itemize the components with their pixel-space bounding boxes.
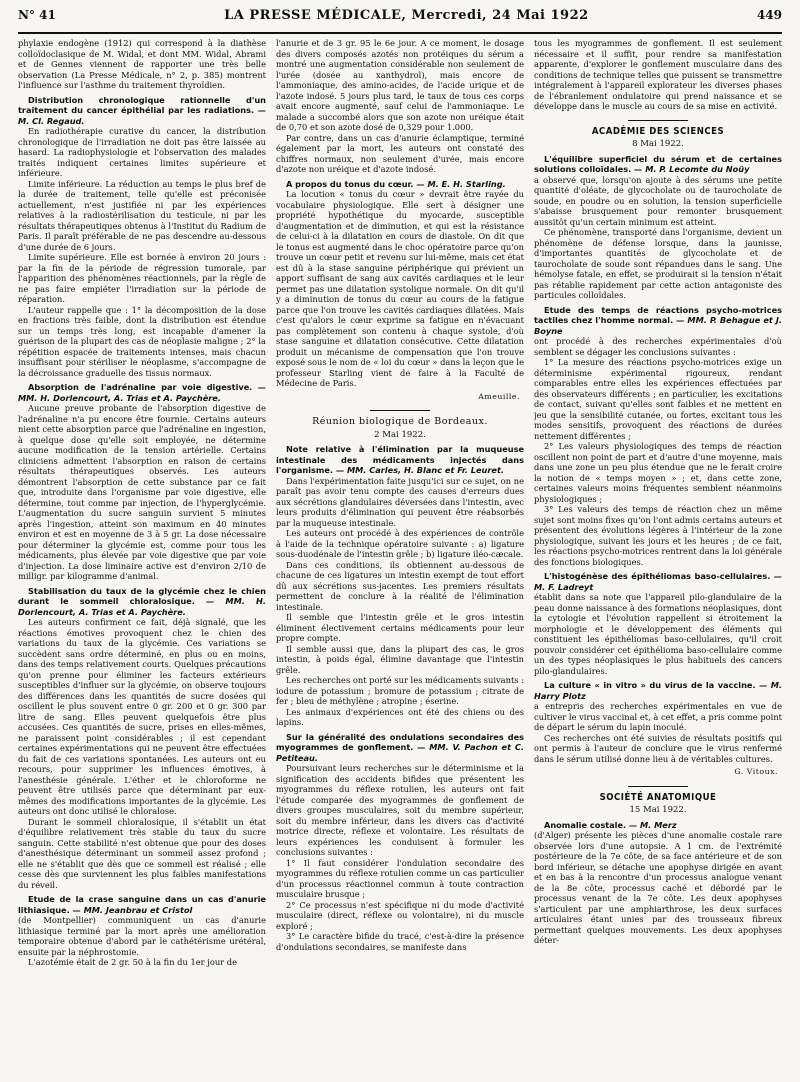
section-title: Réunion biologique de Bordeaux. bbox=[312, 416, 488, 427]
paragraph: a observé que, lorsqu'on ajoute à des sérums une petite quantité d'oléate, de glycocholate ou de taurocholate de soude, en poudre ou en solution, la tension superficielle s'abaisse brusquement pour remonter brusquement aussitôt qu'un certain minimum est atteint. bbox=[534, 174, 782, 227]
section-separator bbox=[370, 410, 430, 411]
article-title bbox=[534, 820, 782, 831]
article-authors: — M. Merz bbox=[628, 819, 677, 830]
paragraph: L'azotémie était de 2 gr. 50 à la fin du 1er jour de bbox=[28, 957, 237, 967]
journal-title: LA PRESSE MÉDICALE, Mercredi, 24 Mai 1922 bbox=[224, 8, 589, 23]
paragraph: L'auteur rappelle que : 1° la décomposition de la dose en fractions très faible, dont la distribution est étendue sur un temps très long, est incapable d'amener la guérison de la plupart des cas de néoplasie maligne ; 2° la répétition espacée de traitements intenses, mais chacun insuffisant pour stériliser le néoplasme, s'accompagne de la décroissance graduelle des tissus normaux. bbox=[18, 304, 266, 378]
paragraph: Par contre, dans un cas d'anurie éclamptique, terminé également par la mort, les auteurs ont constaté des chiffres normaux, non seulement d'urée, mais encore d'azote non uréique et d'azote indosé. bbox=[276, 132, 524, 174]
paragraph: établit dans sa note que l'appareil pilo-glandulaire de la peau donne naissance à des formations néoplasiques, dont la cytologie et l'évolution rappellent si étroitement la morphologie et le développement des éléments qui constituent les épithéliomas baso-cellulaires, qu'il croit pouvoir considérer cet épithélioma baso-cellulaire comme un des types néoplasiques le plus habituels des cancers pilo-glandulaires. bbox=[534, 592, 782, 676]
article-authors: — MM. Jeanbrau et Cristol bbox=[72, 904, 193, 915]
article-title bbox=[18, 586, 266, 618]
column-1 bbox=[18, 38, 266, 1078]
article-title bbox=[18, 95, 266, 127]
article-title bbox=[18, 894, 266, 915]
paragraph: Poursuivant leurs recherches sur le déterminisme et la signification des accidents bifides que présentent les myogrammes du réflexe rotulien, les auteurs ont fait l'étude comparée des myogrammes de gonflement de divers groupes musculaires, soit du membre supérieur, soit du membre inférieur, dans les divers cas d'activité motrice directe, réflexe et volontaire. Les résultats de leurs expériences les conduisent à formuler les conclusions suivantes : bbox=[276, 763, 524, 857]
article-heading: Stabilisation du taux de la glycémie chez le chien durant le sommeil chloralosique. bbox=[18, 585, 266, 606]
paragraph: Dans ces conditions, ils obtiennent au-dessous de chacune de ces ligatures un intestin exempt de tout effort dû aux sécrétions sus-jacentes. Les premiers résultats permettent de conclure à la réalité de l'élimination intestinale. bbox=[276, 559, 524, 612]
article-authors: — MM. P. Behague et J. Boyne bbox=[534, 315, 782, 336]
paragraph: Les animaux d'expériences ont été des chiens ou des lapins. bbox=[276, 706, 524, 727]
article-heading: Etude de la crase sanguine dans un cas d'anurie lithiasique. bbox=[18, 894, 266, 915]
article-heading: La culture « in vitro » du virus de la vaccine. bbox=[544, 680, 756, 690]
paragraph: 2° Ce processus n'est spécifique ni du mode d'activité musculaire (direct, réflexe ou volontaire), ni du muscle exploré ; bbox=[276, 899, 524, 931]
article-heading: Anomalie costale. bbox=[544, 819, 627, 830]
masthead bbox=[18, 8, 782, 30]
article-authors: — MM. H. Dorlencourt, A. Trias et A. Paychère. bbox=[18, 382, 266, 403]
paragraph: Ce phénomène, transporté dans l'organisme, devient un phénomène de défense lorsque, dans la jaunisse, d'importantes quantités de glycocholate et de taurocholate de soude sont répandues dans le sang. Une hémolyse fatale, en effet, se produirait si la tension n'était pas rétablie rapidement par cette action antagoniste des particules colloïdales. bbox=[534, 227, 782, 300]
article-title bbox=[534, 571, 782, 592]
paragraph: a entrepris des recherches expérimentales en vue de cultiver le virus vaccinal et, à cet effet, a pris comme point de départ le sérum du lapin inoculé. bbox=[534, 701, 782, 732]
article-heading: L'équilibre superficiel du sérum et de certaines solutions colloïdales. bbox=[534, 153, 782, 174]
paragraph: Il semble que l'intestin grêle et le gros intestin éliminent électivement certains médicaments pour leur propre compte. bbox=[276, 612, 524, 643]
article-authors: — M. P. Lecomte du Noüy bbox=[634, 164, 750, 174]
section-title: SOCIÉTÉ ANATOMIQUE bbox=[599, 791, 717, 803]
paragraph: Limite supérieure. Elle est bornée à environ 20 jours : par la fin de la période de régression tumorale, par l'apparition des phénomènes réactionnels, par la règle de ne pas faire empiéter l'irradiation sur la période de réparation. bbox=[18, 252, 266, 304]
signature: G. Vitoux. bbox=[734, 767, 778, 776]
paragraph: Les auteurs ont procédé à des expériences de contrôle à l'aide de la technique opératoire suivante : a) ligature sous-duodénale de l'intestin grêle ; b) ligature iléo-cæcale. bbox=[276, 528, 524, 559]
paragraph: 2° Les valeurs physiologiques des temps de réaction oscillent non point de part et d'autre d'une moyenne, mais dans une zone un peu plus étendue que ne le ferait croire la notion de « temps moyen » ; et, dans cette zone, certaines valeurs moins fréquentes semblent néanmoins physiologiques ; bbox=[534, 441, 782, 504]
article-authors: — M. Harry Plotz bbox=[534, 680, 782, 701]
article-heading: Note relative à l'élimination par la muqueuse intestinale des médicaments injectés dans l'organisme. bbox=[276, 444, 524, 475]
article-title bbox=[534, 154, 782, 175]
paragraph: Aucune preuve probante de l'absorption digestive de l'adrénaline n'a pu encore être fournie. Certains auteurs nient cette absorption parce que l'adrénaline en ingestion, à quelque dose qu'elle soit employée, ne détermine aucune modification de la tension artérielle. Certains cliniciens admettent l'absorption en raison de certains résultats thérapeutiques observés. Les auteurs démontrent l'absorption de cette substance par ce fait que, introduite dans l'organisme par voie digestive, elle détermine, tout comme par injection, de l'hyperglycémie. L'augmentation du sucre sanguin survient 5 minutes après l'ingestion, atteint son maximum en 40 minutes environ et est en moyenne de 3 à 5 gr. La dose nécessaire pour déterminer la glycémie est, comme pour tous les médicaments, plus élevée par voie digestive que par voie d'injection. La dose liminaire active est d'environ 2/10 de milligr. par kilogramme d'animal. bbox=[18, 403, 266, 581]
article-title bbox=[276, 444, 524, 476]
article-title bbox=[18, 382, 266, 403]
paragraph: En radiothérapie curative du cancer, la distribution chronologique de l'irradiation ne doit pas être laissée au hasard. La radiophysiologie et l'observation des malades traités indiquent certaines limites supérieure et inférieure. bbox=[18, 126, 266, 178]
article-authors: — M. E. H. Starling. bbox=[416, 178, 506, 189]
column-2 bbox=[276, 38, 524, 1078]
header-rule bbox=[18, 32, 782, 34]
article-title bbox=[534, 305, 782, 337]
paragraph: 3° Les valeurs des temps de réaction chez un même sujet sont moins fixes qu'on l'ont admis certains auteurs et présentent des évolutions légères à l'intérieur de la zone physiologique, suivant les jours et les heures ; de ce fait, les réactions psycho-motrices rentrent dans la loi générale des fonctions biologiques. bbox=[534, 504, 782, 567]
paragraph: La locution « tonus du cœur » devrait être rayée du vocabulaire physiologique. Elle sert à désigner une propriété hypothétique du myocarde, susceptible d'augmentation et de diminution, et qui est la résistance de celui-ci à la dilatation en cours de diastole. On dit que le tonus est augmenté dans le choc opératoire parce qu'on trouve un cœur petit et revenu sur lui-même, mais cet état est dû à la stase sanguine périphérique qui prévient un apport suffisant de sang aux cavités cardiaques et le leur permet pas une dilatation systolique normale. On dit qu'il y a diminution de tonus du cœur au cours de la fatigue parce que l'on trouve les cavités cardiaques dilatées. Mais c'est qu'alors le cœur exprime sa fatigue en n'évacuant pas complètement son contenu à chaque systole, d'où stase sanguine et dilatation consécutive. Cette dilatation produit un mécanisme de compensation que l'on trouve exposé sous le nom de « loi du cœur » dans la leçon que le professeur Starling vient de faire à la Faculté de Médecine de Paris. bbox=[276, 189, 524, 388]
article-title bbox=[534, 680, 782, 701]
article-authors: — MM. Carles, H. Blanc et Fr. Leuret. bbox=[335, 465, 504, 475]
article-heading: Etude des temps de réactions psycho-motrices tactiles chez l'homme normal. bbox=[534, 304, 782, 325]
paragraph: Limite inférieure. La réduction au temps le plus bref de la durée de traitement, telle qu'elle est préconisée actuellement, n'est justifiée ni par les expériences relatives à la radiostérilisation du testicule, ni par les résultats thérapeutiques obtenus à l'Institut du Radium de Paris. Il paraît préférable de ne pas descendre au-dessous d'une durée de 6 jours. bbox=[18, 178, 266, 252]
section-separator bbox=[628, 786, 688, 787]
columns bbox=[18, 38, 782, 1078]
paragraph: Ces recherches ont été suivies de résultats positifs qui ont permis à l'auteur de conclure que le virus renfermé dans le sérum utilisé donne lieu à de véritables cultures. bbox=[534, 732, 782, 764]
paragraph: 1° La mesure des réactions psycho-motrices exige un déterminisme expérimental rigoureux, rendant comparables entre elles les expériences effectuées par des observateurs différents ; en particulier, les excitations de contact, suivant qu'elles sont faibles et ne mettent en jeu que la sensibilité cutanée, ou fortes, excitant tous les modes sensitifs, provoquent des réactions de durées nettement différentes ; bbox=[534, 357, 782, 441]
article-authors: — M. Cl. Regaud. bbox=[18, 105, 266, 126]
page-number: 449 bbox=[756, 8, 782, 22]
article-heading: A propos du tonus du cœur. bbox=[286, 178, 414, 189]
article-heading: Distribution chronologique rationnelle d'un traitement du cancer épithélial par les radiations. bbox=[18, 94, 266, 115]
article-heading: Absorption de l'adrénaline par voie digestive. bbox=[28, 382, 253, 392]
paragraph: phylaxie endogène (1912) qui correspond à la diathèse colloïdoclasique de M. Widal, et dont MM. Widal, Abrami et de Gennes viennent de rapporter une très belle observation (La Presse Médicale, n° 2, p. 385) montrent l'influence sur l'asthme du traitement thyroïdien. bbox=[18, 38, 266, 90]
issue-number: N° 41 bbox=[18, 8, 56, 22]
paragraph: Durant le sommeil chloralosique, il s'établit un état d'équilibre relativement très stable du taux du sucre sanguin. Cette stabilité n'est obtenue que pour des doses d'anesthésique déterminant un sommeil assez profond ; elle ne s'établit que dès que ce sommeil est réalisé ; elle cesse dès que surviennent les plus faibles manifestations du réveil. bbox=[18, 816, 266, 890]
paragraph: 3° Le caractère bifide du tracé, c'est-à-dire la présence d'ondulations secondaires, se manifeste dans bbox=[276, 931, 524, 952]
paragraph: (de Montpellier) communiquent un cas d'anurie lithiasique terminé par la mort après une amélioration temporaire obtenue d'abord par le cathétérisme urétéral, ensuite par la néphrostomie. bbox=[18, 915, 266, 957]
article-heading: L'histogénèse des épithéliomas baso-cellulaires. bbox=[544, 571, 771, 581]
section-date: 8 Mai 1922. bbox=[632, 139, 684, 149]
signature: Ameuille. bbox=[478, 391, 520, 401]
article-authors: — MM. V. Pachon et C. Petiteau. bbox=[276, 742, 524, 763]
section-date: 15 Mai 1922. bbox=[629, 805, 687, 815]
article-title bbox=[276, 732, 524, 764]
paragraph: tous les myogrammes de gonflement. Il est seulement nécessaire et il suffit, pour rendre sa manifestation apparente, d'explorer le gonflement musculaire dans des conditions de technique telles que puissent se transmettre intégralement à l'appareil explorateur les diverses phases de l'ébranlement ondulatoire qui prend naissance et se développe dans le muscle au cours de sa mise en activité. bbox=[534, 38, 782, 111]
column-3 bbox=[534, 38, 782, 1078]
paragraph: Il semble aussi que, dans la plupart des cas, le gros intestin, à poids égal, élimine davantage que l'intestin grêle. bbox=[276, 643, 524, 675]
paragraph: Dans l'expérimentation faite jusqu'ici sur ce sujet, on ne paraît pas avoir tenu compte des causes d'erreurs dues aux sécrétions glandulaires déversées dans l'intestin, avec leurs produits d'élimination qui peuvent être réabsorbés par la muqueuse intestinale. bbox=[276, 475, 524, 528]
paragraph: ont procédé à des recherches expérimentales d'où semblent se dégager les conclusions suivantes : bbox=[534, 336, 782, 357]
paragraph: Les auteurs confirment ce fait, déjà signalé, que les réactions émotives provoquent chez le chien des variations du taux de la glycémie. Ces variations se succèdent sans ordre déterminé, en plus ou en moins, dans des temps relativement courts. Quelques précautions qu'on prenne pour éliminer les facteurs extérieurs susceptibles d'influer sur la glycémie, on observe toujours des différences dans les quantités de sucre dosées qui oscillent le plus souvent entre 0 gr. 200 et 0 gr. 300 par litre de sang. Elles peuvent quelquefois être plus accusées. Ces quantités de sucre, prises en elles-mêmes, ne paraissent point considérables ; il est cependant certaines expérimentations qui ne peuvent être effectuées du fait de ces variations spontanées. Les auteurs ont eu recours, pour supprimer les influences émotives, à l'anesthésie générale. L'éther et le chloroforme ne peuvent être utilisés parce que déterminant par eux-mêmes des modifications importantes de la glycémie. Les auteurs ont donc utilisé le chloralose. bbox=[18, 617, 266, 816]
section-separator bbox=[628, 120, 688, 121]
paragraph: (d'Alger) présente les pièces d'une anomalie costale rare observée lors d'une autopsie. A 1 cm. de l'extrémité postérieure de la 7e côte, de sa face antérieure et de son bord inférieur, se détache une apophyse dirigée en avant et en bas à la rencontre d'un processus analogue venant de la 8e côte, processus caché et débordé par le processus venant de la 7e côte. Les deux apophyses s'articulent par une amphiarthrose, les deux surfaces articulaires étant unies par des trousseaux fibreux permettant quelques mouvements. Les deux apophyses déter- bbox=[534, 830, 782, 945]
article-heading: Sur la généralité des ondulations secondaires des myogrammes de gonflement. bbox=[276, 731, 524, 752]
section-date: 2 Mai 1922. bbox=[374, 429, 426, 440]
article-authors: — M. F. Ladreyt bbox=[534, 571, 782, 592]
section-title: ACADÉMIE DES SCIENCES bbox=[591, 125, 725, 137]
paragraph: l'anurie et de 3 gr. 95 le 6e jour. A ce moment, le dosage des divers composés azotés non protéiques du sérum a montré une augmentation considérable non seulement de l'urée (dosée au xanthydrol), mais encore de l'ammoniaque, des amino-acides, de l'acide urique et de l'azote indosé. 5 jours plus tard, le taux de tous ces corps avait encore augmenté, sauf celui de l'ammoniaque. Le malade a succombé alors que son azote non uréique était de 0,70 et son azote dosé de 0,329 pour 1.000. bbox=[276, 38, 524, 132]
paragraph: 1° Il faut considérer l'ondulation secondaire des myogrammes du réflexe rotulien comme un cas particulier d'un processus réactionnel commun à toute contraction musculaire brusque ; bbox=[276, 857, 524, 899]
article-title bbox=[276, 179, 524, 190]
paragraph: Les recherches ont porté sur les médicaments suivants : iodure de potassium ; bromure de potassium ; citrate de fer ; bleu de méthylène ; atropine ; éserine. bbox=[276, 675, 524, 706]
article-authors: — MM. H. Dorlencourt, A. Trias et A. Paychère. bbox=[18, 596, 266, 617]
